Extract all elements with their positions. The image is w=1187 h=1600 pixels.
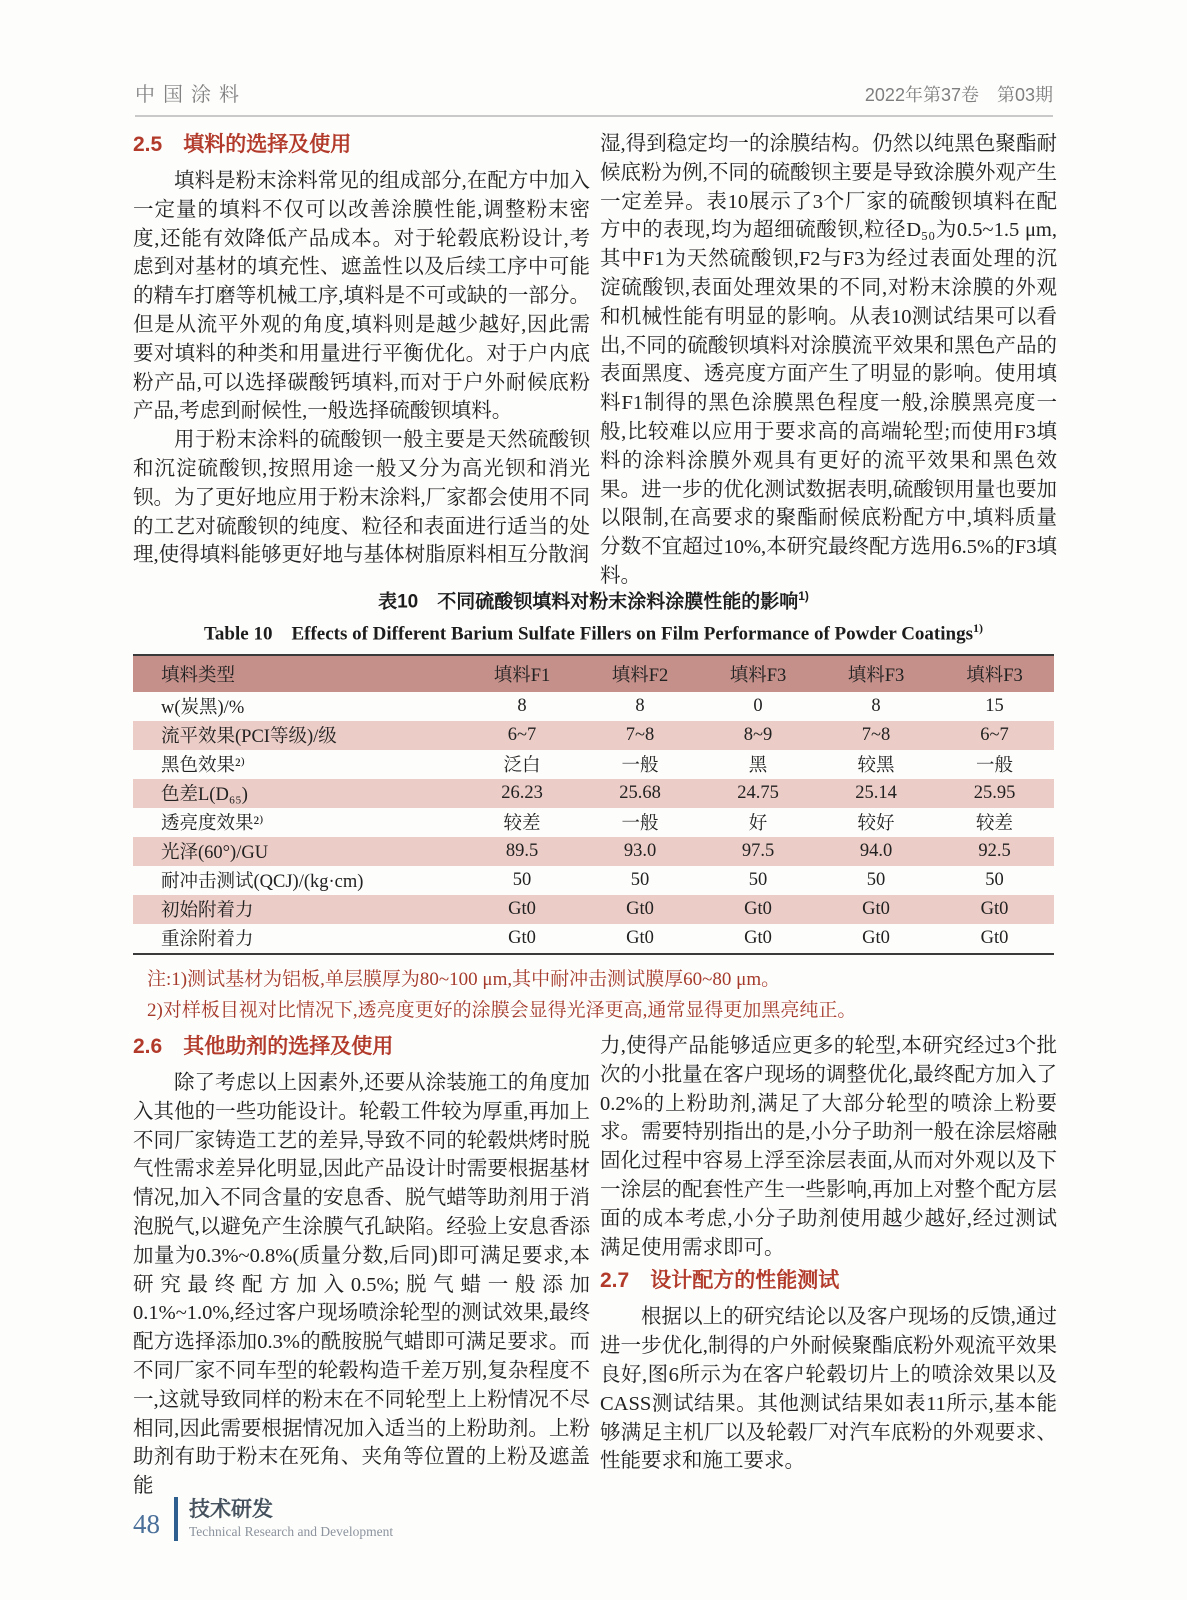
table-cell: 25.14 — [855, 782, 897, 803]
table-10-caption-en-text: Table 10 Effects of Different Barium Sulfate Fillers on Film Performance of Powder Coatings — [203, 623, 974, 645]
section-2-6-paragraph-2: 力,使得产品能够适应更多的轮型,本研究经过3个批次的小批量在客户现场的调整优化,最终配方加入了0.2%的上粉助剂,满足了大部分轮型的喷涂上粉要求。需要特别指出的是,小分子助剂一般在涂层熔融固化过程中容易上浮至涂层表面,从而对外观以及下一涂层的配套性产生一些影响,再加上对整个配方层面的成本考虑,小分子助剂使用越少越好,经过测试满足使用需求即可。 — [600, 1035, 1057, 1259]
table-cell: Gt0 — [626, 927, 654, 948]
row-label: 光泽(60°)/GU — [161, 843, 269, 864]
table-cell: 25.95 — [973, 782, 1016, 803]
table-cell: 89.5 — [505, 840, 539, 861]
section-2-7-heading: 2.7 设计配方的性能测试 — [600, 1269, 840, 1293]
table-10-caption-zh-text: 表10 不同硫酸钡填料对粉末涂料涂膜性能的影响 — [378, 591, 799, 613]
table-cell: 6~7 — [507, 724, 537, 745]
table-cell: 50 — [985, 869, 1004, 890]
table-notes — [133, 964, 1054, 1026]
table-cell: 8 — [871, 695, 881, 716]
row-label: 黑色效果²⁾ — [161, 756, 246, 777]
section-2-7-paragraph-1: 根据以上的研究结论以及客户现场的反馈,通过进一步优化,制得的户外耐候聚酯底粉外观流平效果良好,图6所示为在客户轮毂切片上的喷涂效果以及CASS测试结果。其他测试结果如表11所示,基本能够满足主机厂以及轮毂厂对汽车底粉的外观要求、性能要求和施工要求。 — [600, 1306, 1057, 1473]
column-right-bottom — [600, 1032, 1057, 1476]
table-header-row — [133, 655, 1054, 692]
col-header-f1: 填料F1 — [493, 665, 551, 686]
table-cell: 50 — [630, 869, 650, 890]
table-row — [133, 808, 1054, 837]
table-row — [133, 866, 1054, 895]
section-2-5-paragraph-1: 填料是粉末涂料常见的组成部分,在配方中加入一定量的填料不仅可以改善涂膜性能,调整粉末密度,还能有效降低产品成本。对于轮毂底粉设计,考虑到对基材的填充性、遮盖性以及后续工序中可能的精车打磨等机械工序,填料是不可或缺的一部分。但是从流平外观的角度,填料则是越少越好,因此需要对填料的种类和用量进行平衡优化。对于户内底粉产品,可以选择碳酸钙填料,而对于户外耐候底粉产品,考虑到耐候性,一般选择硫酸钡填料。 — [133, 170, 590, 423]
table-cell: 黑 — [748, 756, 768, 777]
issue-info: 2022年第37卷 第03期 — [864, 85, 1053, 105]
table-row — [133, 837, 1054, 866]
col-header-f3c: 填料F3 — [966, 665, 1023, 686]
col-header-f2: 填料F2 — [611, 665, 669, 686]
table-cell: 一般 — [975, 756, 1013, 777]
column-left-bottom — [133, 1032, 590, 1501]
table-cell: 7~8 — [861, 724, 891, 745]
table-10-caption-zh — [133, 583, 1054, 615]
table-cell: 50 — [748, 869, 768, 890]
table-cell: Gt0 — [626, 898, 654, 919]
table-cell: Gt0 — [980, 927, 1009, 948]
table-cell: 8 — [635, 695, 645, 716]
col-header-f3b: 填料F3 — [847, 665, 905, 686]
table-cell: 26.23 — [501, 782, 543, 803]
table-cell: 92.5 — [978, 840, 1011, 861]
section-2-5-heading: 2.5 填料的选择及使用 — [133, 133, 352, 156]
table-row — [133, 750, 1054, 779]
page-footer — [133, 1497, 393, 1541]
table-cell: Gt0 — [508, 898, 536, 919]
table-cell: 94.0 — [859, 840, 893, 861]
row-label: 流平效果(PCI等级)/级 — [161, 727, 337, 748]
section-2-5-paragraph-2: 用于粉末涂料的硫酸钡一般主要是天然硫酸钡和沉淀硫酸钡,按照用途一般又分为高光钡和消光钡。为了更好地应用于粉末涂料,厂家都会使用不同的工艺对硫酸钡的纯度、粒径和表面进行适当的处理,使得填料能够更好地与基体树脂原料相互分散润 — [133, 429, 590, 567]
table-row — [133, 779, 1054, 808]
section-2-5-paragraph-3: 湿,得到稳定均一的涂膜结构。仍然以纯黑色聚酯耐候底粉为例,不同的硫酸钡主要是导致涂膜外观产生一定差异。表10展示了3个厂家的硫酸钡填料在配方中的表现,均为超细硫酸钡,粒径D₅₀为0.5~1.5 μm,其中F1为天然硫酸钡,F2与F3为经过表面处理的沉淀硫酸钡,表面处理效果的不同,对粉末涂膜的外观和机械性能有明显的影响。从表10测试结果可以看出,不同的硫酸钡填料对涂膜流平效果和黑色产品的表面黑度、透亮度方面产生了明显的影响。使用填料F1制得的黑色涂膜黑色程度一般,涂膜黑亮度一般,比较难以应用于要求高的高端轮型;而使用F3填料的涂料涂膜外观具有更好的流平效果和黑色效果。进一步的优化测试数据表明,硫酸钡用量也要加以限制,在高要求的聚酯耐候底粉配方中,填料质量分数不宜超过10%,本研究最终配方选用6.5%的F3填料。 — [600, 133, 1057, 587]
footer-section-en: Technical Research and Development — [189, 1524, 394, 1539]
table-note-1: 注:1)测试基材为铝板,单层膜厚为80~100 μm,其中耐冲击测试膜厚60~80 μm。 — [147, 968, 781, 990]
page-number: 48 — [133, 1508, 160, 1539]
table-10 — [133, 654, 1054, 955]
table-cell: 15 — [985, 695, 1004, 716]
table-cell: 较差 — [975, 814, 1013, 835]
row-label: 耐冲击测试(QCJ)/(kg·cm) — [161, 872, 364, 893]
table-cell: Gt0 — [980, 898, 1009, 919]
table-10-caption-en — [133, 615, 1054, 647]
col-header-f3a: 填料F3 — [729, 665, 787, 686]
table-cell: 50 — [866, 869, 886, 890]
section-2-6-paragraph-1: 除了考虑以上因素外,还要从涂装施工的角度加入其他的一些功能设计。轮毂工件较为厚重,再加上不同厂家铸造工艺的差异,导致不同的轮毂烘烤时脱气性需求差异化明显,因此产品设计时需要根据基材情况,加入不同含量的安息香、脱气蜡等助剂用于消泡脱气,以避免产生涂膜气孔缺陷。经验上安息香添加量为0.3%~0.8%(质量分数,后同)即可满足要求,本研究最终配方加入0.5%;脱气蜡一般添加0.1%~1.0%,经过客户现场喷涂轮型的测试效果,最终配方选择添加0.3%的酰胺脱气蜡即可满足要求。而不同厂家不同车型的轮毂构造千差万别,复杂程度不一,这就导致同样的粉末在不同轮型上上粉情况不尽相同,因此需要根据情况加入适当的上粉助剂。上粉助剂有助于粉末在死角、夹角等位置的上粉及遮盖能 — [133, 1072, 590, 1498]
journal-title: 中国涂料 — [135, 84, 247, 106]
table-cell: 8~9 — [743, 724, 773, 745]
table-cell: 一般 — [621, 756, 659, 777]
table-cell: 好 — [748, 814, 768, 835]
table-cell: 6~7 — [980, 724, 1009, 745]
table-cell: 0 — [753, 695, 763, 716]
table-cell: 93.0 — [623, 840, 657, 861]
row-label: 透亮度效果²⁾ — [161, 814, 264, 835]
footer-section — [189, 1497, 393, 1541]
table-cell: 泛白 — [503, 756, 541, 777]
table-row — [133, 692, 1054, 721]
row-label: 重涂附着力 — [161, 930, 254, 951]
table-cell: 7~8 — [625, 724, 655, 745]
row-label: 初始附着力 — [161, 901, 254, 922]
footer-divider-bar — [174, 1497, 178, 1541]
table-cell: 25.68 — [619, 782, 661, 803]
page-header — [135, 78, 1053, 117]
table-note-2: 2)对样板目视对比情况下,透亮度更好的涂膜会显得光泽更高,通常显得更加黑亮纯正。 — [147, 999, 857, 1021]
table-row — [133, 924, 1054, 954]
row-label: 色差L(D₆₅) — [161, 785, 248, 806]
table-cell: 较好 — [857, 814, 895, 835]
table-row — [133, 721, 1054, 750]
table-cell: Gt0 — [508, 927, 536, 948]
table-cell: 较差 — [503, 814, 541, 835]
table-cell: 97.5 — [741, 840, 775, 861]
column-right-top — [600, 130, 1057, 591]
table-10-caption-en-sup: 1) — [973, 621, 984, 636]
table-10-zone — [133, 583, 1054, 1026]
table-cell: Gt0 — [862, 927, 890, 948]
section-2-6-heading: 2.6 其他助剂的选择及使用 — [133, 1035, 394, 1058]
column-left-top — [133, 130, 590, 570]
table-cell: 较黑 — [857, 756, 895, 777]
table-cell: Gt0 — [744, 927, 772, 948]
table-10-caption-zh-sup: 1) — [798, 589, 809, 603]
table-cell: 24.75 — [737, 782, 779, 803]
table-cell: 50 — [512, 869, 532, 890]
col-header-filler-type: 填料类型 — [161, 665, 236, 686]
table-cell: 一般 — [621, 814, 659, 835]
table-cell: Gt0 — [744, 898, 772, 919]
row-label: w(炭黑)/% — [161, 698, 245, 719]
table-row — [133, 895, 1054, 924]
table-cell: Gt0 — [862, 898, 890, 919]
footer-section-zh: 技术研发 — [189, 1498, 273, 1521]
table-cell: 8 — [517, 695, 527, 716]
